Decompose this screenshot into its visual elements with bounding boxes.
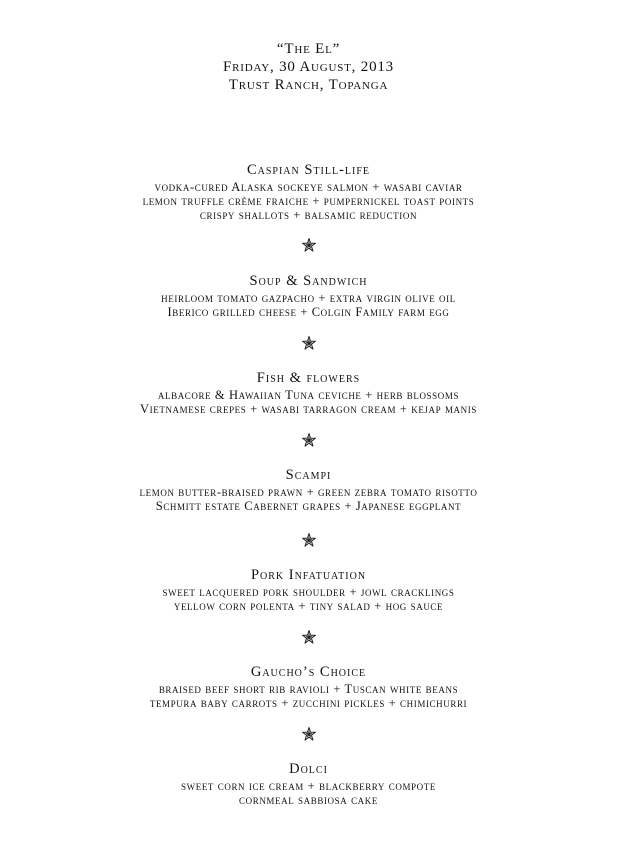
course-line: crispy shallots + balsamic reduction xyxy=(199,208,418,222)
course-caspian-still-life xyxy=(0,162,617,222)
course-line: braised beef short rib ravioli + Tuscan white beans xyxy=(158,682,459,696)
course-line: Vietnamese crepes + wasabi tarragon cream + kejap manis xyxy=(140,402,477,416)
course-gauchos-choice xyxy=(0,664,617,710)
course-dolci xyxy=(0,761,617,807)
course-title: Soup & Sandwich xyxy=(249,273,368,289)
course-title: Dolci xyxy=(289,761,328,777)
event-date: Friday, 30 August, 2013 xyxy=(223,59,394,75)
course-line: yellow corn polenta + tiny salad + hog sauce xyxy=(173,599,444,613)
star-icon xyxy=(0,533,617,547)
course-line: lemon truffle crème fraiche + pumpernickel toast points xyxy=(142,194,475,208)
course-scampi xyxy=(0,467,617,513)
course-fish-flowers xyxy=(0,370,617,416)
star-icon xyxy=(0,727,617,741)
course-soup-sandwich xyxy=(0,273,617,319)
course-pork-infatuation xyxy=(0,567,617,613)
menu-header xyxy=(0,40,617,94)
star-icon xyxy=(0,336,617,350)
star-icon xyxy=(0,238,617,252)
event-location: Trust Ranch, Topanga xyxy=(228,77,389,93)
event-title: “The El” xyxy=(276,41,341,57)
star-icon xyxy=(0,433,617,447)
course-line: sweet lacquered pork shoulder + jowl cracklings xyxy=(162,585,455,599)
course-line: cornmeal sabbiosa cake xyxy=(239,793,378,807)
course-title: Fish & flowers xyxy=(256,370,361,386)
course-line: tempura baby carrots + zucchini pickles + chimichurri xyxy=(149,696,468,710)
course-title: Scampi xyxy=(285,467,332,483)
course-line: albacore & Hawaiian Tuna ceviche + herb blossoms xyxy=(157,388,460,402)
course-line: lemon butter-braised prawn + green zebra tomato risotto xyxy=(139,485,478,499)
course-line: Iberico grilled cheese + Colgin Family farm egg xyxy=(167,305,450,319)
course-line: sweet corn ice cream + blackberry compote xyxy=(181,779,436,793)
course-line: vodka-cured Alaska sockeye salmon + wasabi caviar xyxy=(154,180,463,194)
course-line: Schmitt estate Cabernet grapes + Japanese eggplant xyxy=(155,499,462,513)
course-title: Gaucho’s Choice xyxy=(250,664,367,680)
course-title: Caspian Still-life xyxy=(246,162,371,178)
star-icon xyxy=(0,630,617,644)
course-line: heirloom tomato gazpacho + extra virgin olive oil xyxy=(161,291,456,305)
course-title: Pork Infatuation xyxy=(250,567,367,583)
